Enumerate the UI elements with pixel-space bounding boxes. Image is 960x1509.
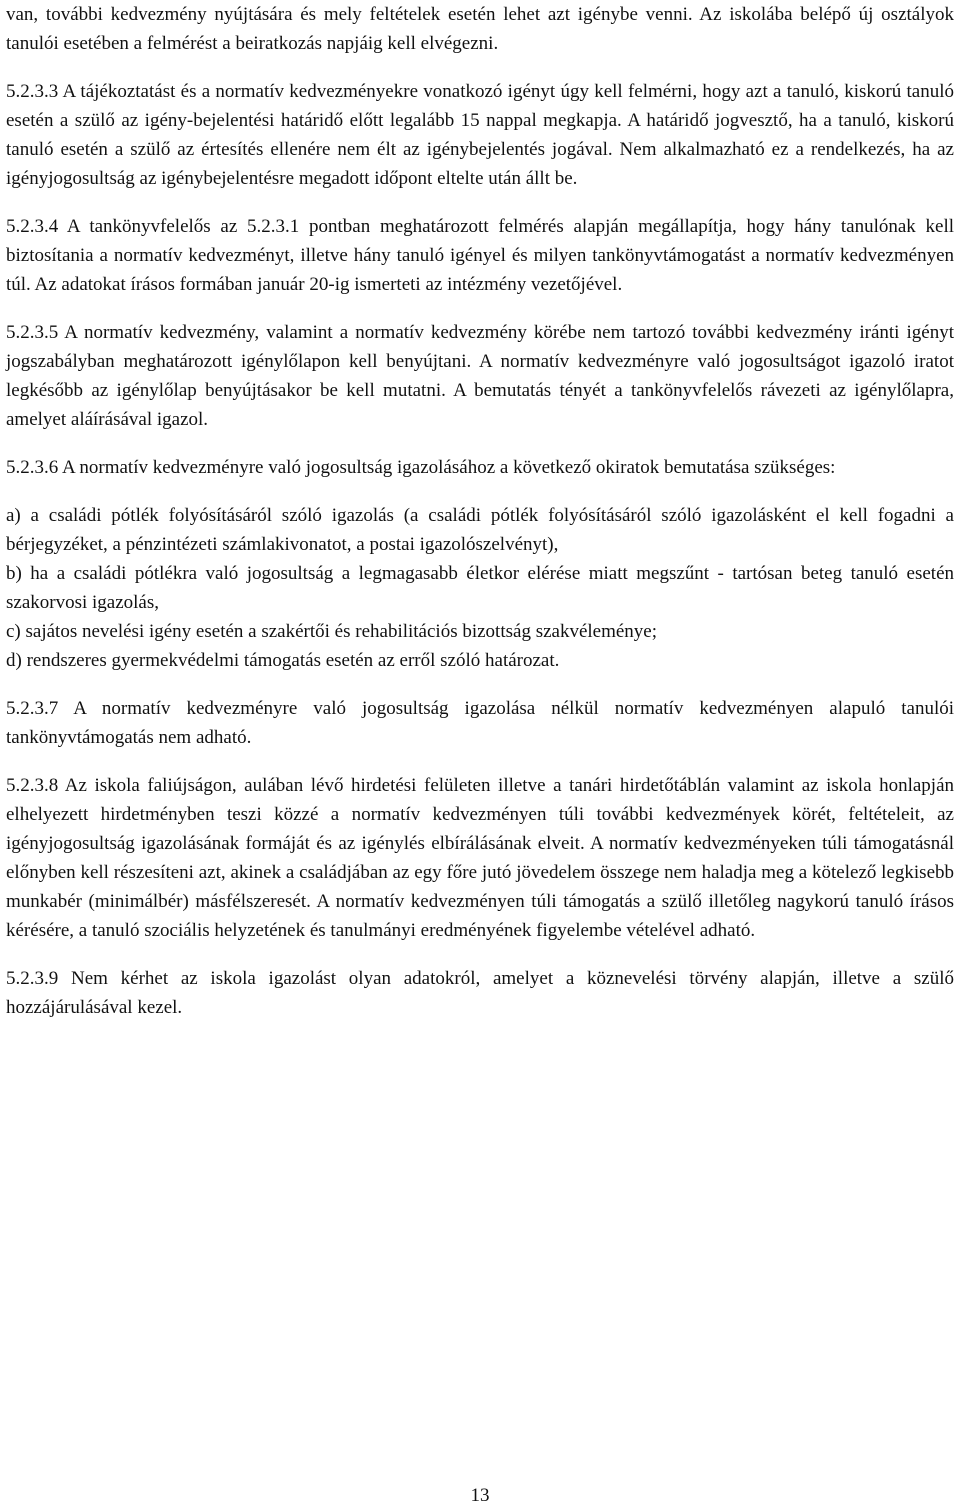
paragraph-5-2-3-5: 5.2.3.5 A normatív kedvezmény, valamint a normatív kedvezmény körébe nem tartozó további kedvezmény iránti igényt jogszabályban meghatározott igénylőlapon kell benyújtani. A normatív kedvezményre való jogosultságot igazoló iratot legkésőbb az igénylőlap benyújtásakor be kell mutatni. A bemutatás tényét a tankönyvfelelős rávezeti az igénylőlapra, amelyet aláírásával igazol. xyxy=(6,322,954,430)
paragraph-5-2-3-9: 5.2.3.9 Nem kérhet az iskola igazolást olyan adatokról, amelyet a köznevelési törvény alapján, illetve a szülő hozzájárulásával kezel. xyxy=(6,968,954,1018)
list-item-d: d) rendszeres gyermekvédelmi támogatás esetén az erről szóló határozat. xyxy=(6,650,560,671)
paragraph-intro: van, további kedvezmény nyújtására és mely feltételek esetén lehet azt igénybe venni. Az iskolába belépő új osztályok tanulói esetében a felmérést a beiratkozás napjáig kell elvégezni. xyxy=(6,4,954,54)
paragraph-5-2-3-8: 5.2.3.8 Az iskola faliújságon, aulában lévő hirdetési felületen illetve a tanári hirdetőtáblán valamint az iskola honlapján elhelyezett hirdetményben teszi közzé a normatív kedvezményen túli további kedvezmények körét, feltételeit, az igényjogosultság igazolásának formáját és az igénylés elbírálásának elveit. A normatív kedvezményeken túli támogatásnál előnyben kell részesíteni azt, akinek a családjában az egy főre jutó jövedelem összege nem haladja meg a kötelező legkisebb munkabér (minimálbér) másfélszeresét. A normatív kedvezményen túli támogatás a szülő illetőleg nagykorú tanuló írásos kérésére, a tanuló szociális helyzetének és tanulmányi eredményének figyelembe vételével adható. xyxy=(6,775,954,941)
paragraph-5-2-3-4: 5.2.3.4 A tankönyvfelelős az 5.2.3.1 pontban meghatározott felmérés alapján megállapítja, hogy hány tanulónak kell biztosítania a normatív kedvezményt, illetve hány tanuló igényel és milyen tankönyvtámogatást a normatív kedvezményen túl. Az adatokat írásos formában január 20-ig ismerteti az intézmény vezetőjével. xyxy=(6,216,954,295)
list-item-b: b) ha a családi pótlékra való jogosultság a legmagasabb életkor elérése miatt megszűnt - tartósan beteg tanuló esetén szakorvosi igazolás, xyxy=(6,563,954,613)
list-item-a: a) a családi pótlék folyósításáról szóló igazolás (a családi pótlék folyósításáról szóló igazolásként el kell fogadni a bérjegyzéket, a pénzintézeti számlakivonatot, a postai igazolószelvényt), xyxy=(6,505,954,555)
document-list xyxy=(6,501,954,675)
document-page xyxy=(6,0,954,1041)
page-number: 13 xyxy=(470,1485,490,1506)
paragraph-5-2-3-7: 5.2.3.7 A normatív kedvezményre való jogosultság igazolása nélkül normatív kedvezményen alapuló tanulói tankönyvtámogatás nem adható. xyxy=(6,698,954,748)
paragraph-5-2-3-6: 5.2.3.6 A normatív kedvezményre való jogosultság igazolásához a következő okiratok bemutatása szükséges: xyxy=(6,457,836,478)
list-item-c: c) sajátos nevelési igény esetén a szakértői és rehabilitációs bizottság szakvéleménye; xyxy=(6,621,658,642)
paragraph-5-2-3-3: 5.2.3.3 A tájékoztatást és a normatív kedvezményekre vonatkozó igényt úgy kell felmérni, hogy azt a tanuló, kiskorú tanuló esetén a szülő az igény-bejelentési határidő előtt legalább 15 nappal megkapja. A határidő jogvesztő, ha a tanuló, kiskorú tanuló esetén a szülő az értesítés ellenére nem élt az igénybejelentés jogával. Nem alkalmazható ez a rendelkezés, ha az igényjogosultság az igénybejelentésre megadott időpont eltelte után állt be. xyxy=(6,81,954,189)
